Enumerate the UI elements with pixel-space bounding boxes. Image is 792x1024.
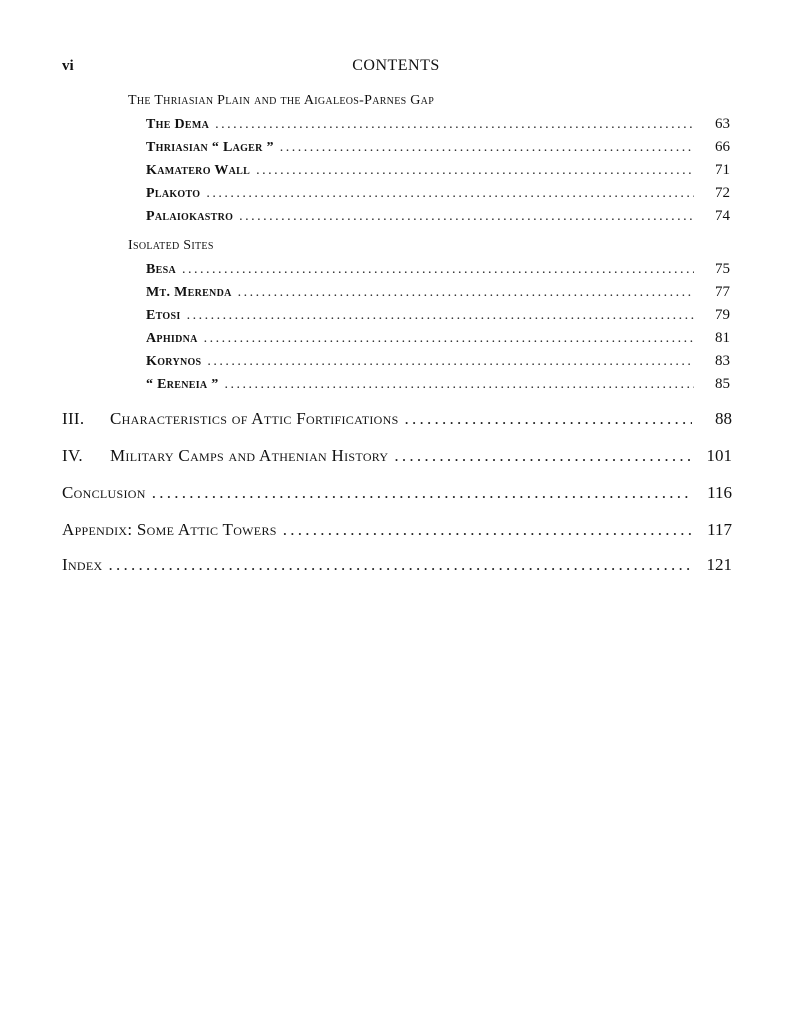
toc-entry — [146, 353, 730, 370]
chapter-label: Appendix: Some Attic Towers — [62, 520, 277, 539]
dot-leader — [152, 483, 692, 503]
section-heading: Isolated Sites — [128, 238, 214, 253]
toc-entry-page: 63 — [715, 116, 730, 132]
chapter-entry — [62, 555, 732, 575]
dot-leader — [394, 446, 692, 466]
dot-leader — [405, 409, 692, 429]
dot-leader — [206, 186, 694, 202]
toc-entry-page: 85 — [715, 376, 730, 392]
chapter-label: III. Characteristics of Attic Fortifications — [62, 409, 399, 428]
toc-entry-page: 72 — [715, 185, 730, 201]
toc-entry-page: 83 — [715, 353, 730, 369]
dot-leader — [239, 209, 694, 225]
dot-leader — [256, 163, 694, 179]
chapter-label: Index — [62, 555, 103, 574]
page-folio: vi — [62, 58, 74, 74]
toc-entry-label: “ Ereneia ” — [146, 377, 219, 392]
toc-entry — [146, 116, 730, 133]
chapter-entry — [62, 409, 732, 429]
dot-leader — [280, 140, 694, 156]
toc-entry-label: Plakoto — [146, 186, 201, 201]
toc-entry-page: 81 — [715, 330, 730, 346]
toc-entry — [146, 162, 730, 179]
toc-entry — [146, 307, 730, 324]
dot-leader — [207, 354, 694, 370]
dot-leader — [225, 377, 694, 393]
toc-entry — [146, 376, 730, 393]
chapter-entry — [62, 446, 732, 466]
toc-entry-page: 77 — [715, 284, 730, 300]
toc-entry — [146, 139, 730, 156]
chapter-page: 116 — [707, 483, 732, 502]
chapter-label: Conclusion — [62, 483, 146, 502]
toc-entry-label: Korynos — [146, 354, 202, 369]
running-head: CONTENTS — [352, 57, 440, 74]
dot-leader — [238, 285, 694, 301]
chapter-page: 121 — [706, 555, 732, 574]
toc-entry-page: 75 — [715, 261, 730, 277]
toc-entry-label: Mt. Merenda — [146, 285, 232, 300]
chapter-page: 101 — [706, 446, 732, 465]
toc-entry-label: Etosi — [146, 308, 181, 323]
dot-leader — [109, 555, 693, 575]
chapter-entry — [62, 483, 732, 503]
toc-entry-page: 66 — [715, 139, 730, 155]
toc-entry-label: Thriasian “ Lager ” — [146, 140, 274, 155]
chapter-page: 117 — [707, 520, 732, 539]
toc-entry-label: Besa — [146, 262, 176, 277]
toc-entry-page: 74 — [715, 208, 730, 224]
toc-entry-page: 79 — [715, 307, 730, 323]
toc-entry — [146, 330, 730, 347]
chapter-label: IV. Military Camps and Athenian History — [62, 446, 389, 465]
dot-leader — [215, 117, 694, 133]
toc-entry — [146, 284, 730, 301]
toc-entry-label: Kamatero Wall — [146, 163, 251, 178]
toc-entry-page: 71 — [715, 162, 730, 178]
chapter-entry — [62, 520, 732, 540]
chapter-page: 88 — [715, 409, 732, 428]
toc-entry-label: Aphidna — [146, 331, 198, 346]
chapter-number: IV. — [62, 446, 83, 465]
toc-entry — [146, 185, 730, 202]
dot-leader — [283, 520, 692, 540]
toc-entry — [146, 261, 730, 278]
toc-entry-label: The Dema — [146, 117, 210, 132]
dot-leader — [187, 308, 694, 324]
chapter-number: III. — [62, 409, 85, 428]
dot-leader — [182, 262, 694, 278]
dot-leader — [204, 331, 694, 347]
section-heading: The Thriasian Plain and the Aigaleos-Parnes Gap — [128, 93, 435, 108]
toc-entry — [146, 208, 730, 225]
toc-entry-label: Palaiokastro — [146, 209, 234, 224]
